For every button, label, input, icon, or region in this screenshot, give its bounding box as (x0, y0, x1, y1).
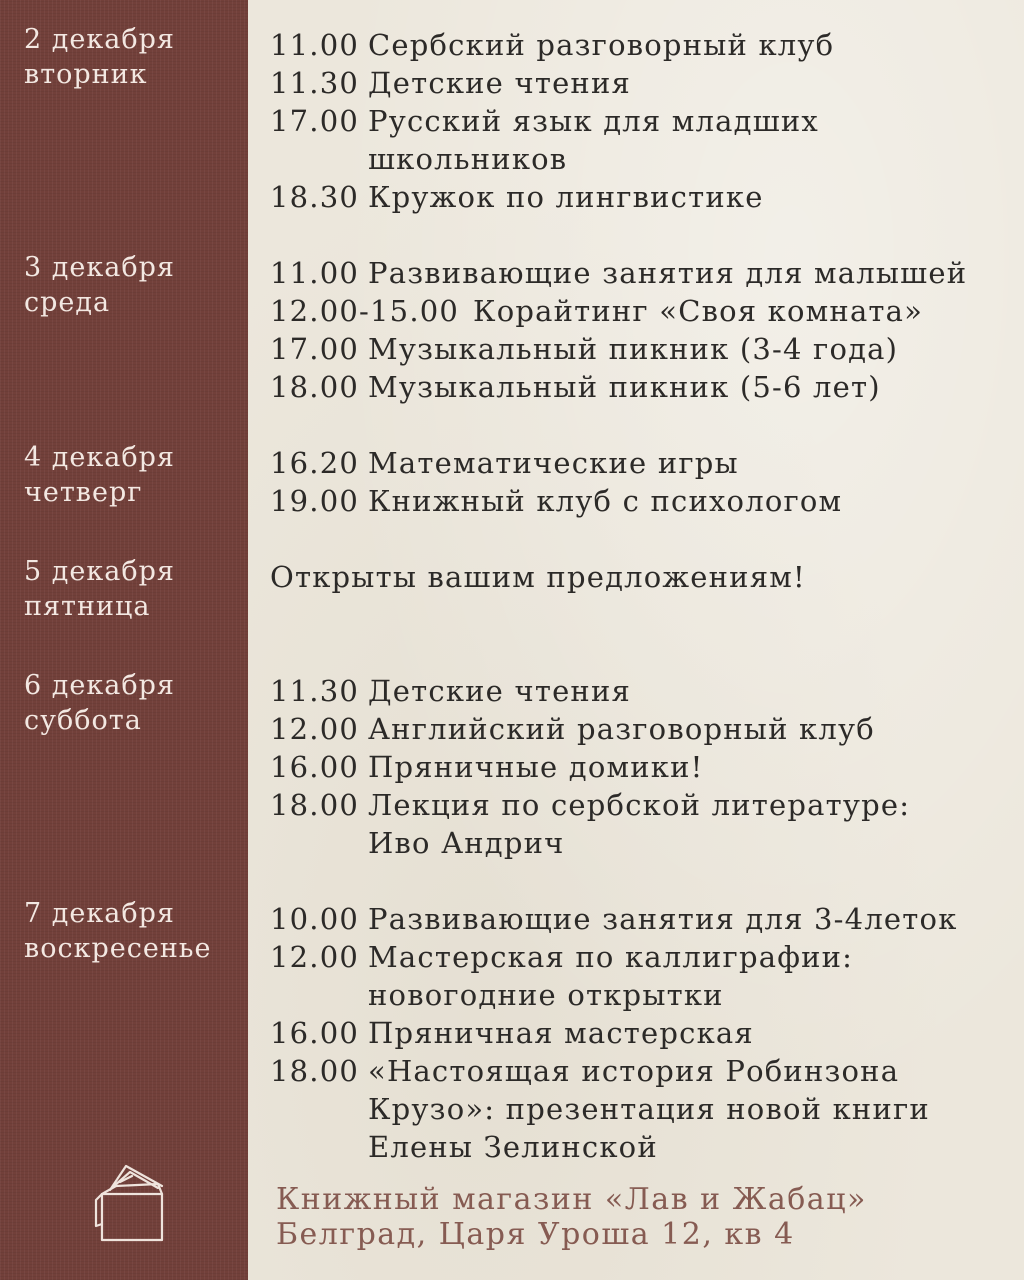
event-title: Математические игры (368, 446, 739, 480)
event-title: Английский разговорный клуб (368, 712, 875, 746)
event-title: Детские чтения (368, 66, 631, 100)
event-time: 12.00 (270, 940, 360, 974)
event-row (270, 292, 1020, 330)
day-date: 7 декабря (24, 898, 175, 929)
store-address: Белград, Царя Уроша 12, кв 4 (276, 1217, 795, 1252)
event-time: 11.30 (270, 66, 360, 100)
day-label (24, 250, 246, 320)
day-events (270, 672, 1020, 862)
day-weekday: среда (24, 287, 111, 318)
day-events (270, 900, 1020, 1166)
day-label (24, 440, 246, 510)
open-book-icon (92, 1160, 176, 1244)
day-events (270, 558, 1020, 596)
event-row (270, 64, 1020, 102)
day-date: 6 декабря (24, 670, 175, 701)
event-title: Сербский разговорный клуб (368, 28, 835, 62)
event-title: Детские чтения (368, 674, 631, 708)
event-row (270, 444, 1020, 482)
event-row (270, 1052, 1020, 1166)
day-label (24, 668, 246, 738)
event-row (270, 368, 1020, 406)
event-time: 12.00 (270, 712, 360, 746)
event-title: Пряничная мастерская (368, 1016, 754, 1050)
store-footer (276, 1182, 1016, 1252)
event-time: 18.30 (270, 180, 360, 214)
day-label (24, 554, 246, 624)
event-row (270, 1014, 1020, 1052)
day-weekday: пятница (24, 591, 151, 622)
day-label (24, 22, 246, 92)
event-time: 18.00 (270, 370, 360, 404)
event-title: Пряничные домики! (368, 750, 704, 784)
day-weekday: четверг (24, 477, 143, 508)
event-time: 17.00 (270, 104, 360, 138)
day-weekday: вторник (24, 59, 148, 90)
event-time: 11.30 (270, 674, 360, 708)
event-title: Музыкальный пикник (5-6 лет) (368, 370, 881, 404)
day-events (270, 254, 1020, 406)
day-date: 2 декабря (24, 24, 175, 55)
day-label (24, 896, 246, 966)
event-time: 19.00 (270, 484, 360, 518)
event-row (270, 330, 1020, 368)
event-title: Музыкальный пикник (3-4 года) (368, 332, 899, 366)
event-row (270, 900, 1020, 938)
event-title: Мастерская по каллиграфии: новогодние открытки (368, 940, 854, 1012)
event-time: 17.00 (270, 332, 360, 366)
event-row (270, 254, 1020, 292)
event-row (270, 938, 1020, 1014)
event-time: 12.00-15.00 (270, 294, 460, 328)
event-row (270, 672, 1020, 710)
event-time: 16.00 (270, 750, 360, 784)
event-title: Русский язык для младших школьников (368, 104, 819, 176)
event-time: 10.00 (270, 902, 360, 936)
event-time: 11.00 (270, 28, 360, 62)
day-weekday: воскресенье (24, 933, 212, 964)
event-row (270, 786, 1020, 862)
store-name: Книжный магазин «Лав и Жабац» (276, 1182, 867, 1217)
event-row (270, 178, 1020, 216)
event-row (270, 748, 1020, 786)
event-time: 16.00 (270, 1016, 360, 1050)
day-events (270, 444, 1020, 520)
day-weekday: суббота (24, 705, 142, 736)
event-title: Лекция по сербской литературе: Иво Андрич (368, 788, 911, 860)
event-time: 18.00 (270, 1054, 360, 1088)
event-title: «Настоящая история Робинзона Крузо»: презентация новой книги Елены Зелинской (368, 1054, 930, 1164)
day-date: 5 декабря (24, 556, 175, 587)
day-date: 3 декабря (24, 252, 175, 283)
sidebar (0, 0, 248, 1280)
event-row (270, 102, 1020, 178)
event-row (270, 710, 1020, 748)
day-date: 4 декабря (24, 442, 175, 473)
event-title: Корайтинг «Своя комната» (473, 294, 924, 328)
event-title: Книжный клуб с психологом (368, 484, 843, 518)
event-title: Развивающие занятия для 3-4леток (368, 902, 958, 936)
event-time: 11.00 (270, 256, 360, 290)
open-note: Открыты вашим предложениям! (270, 560, 806, 594)
event-time: 18.00 (270, 788, 360, 822)
event-time: 16.20 (270, 446, 360, 480)
event-row (270, 26, 1020, 64)
day-events (270, 26, 1020, 216)
event-row (270, 482, 1020, 520)
event-title: Развивающие занятия для малышей (368, 256, 968, 290)
event-title: Кружок по лингвистике (368, 180, 764, 214)
